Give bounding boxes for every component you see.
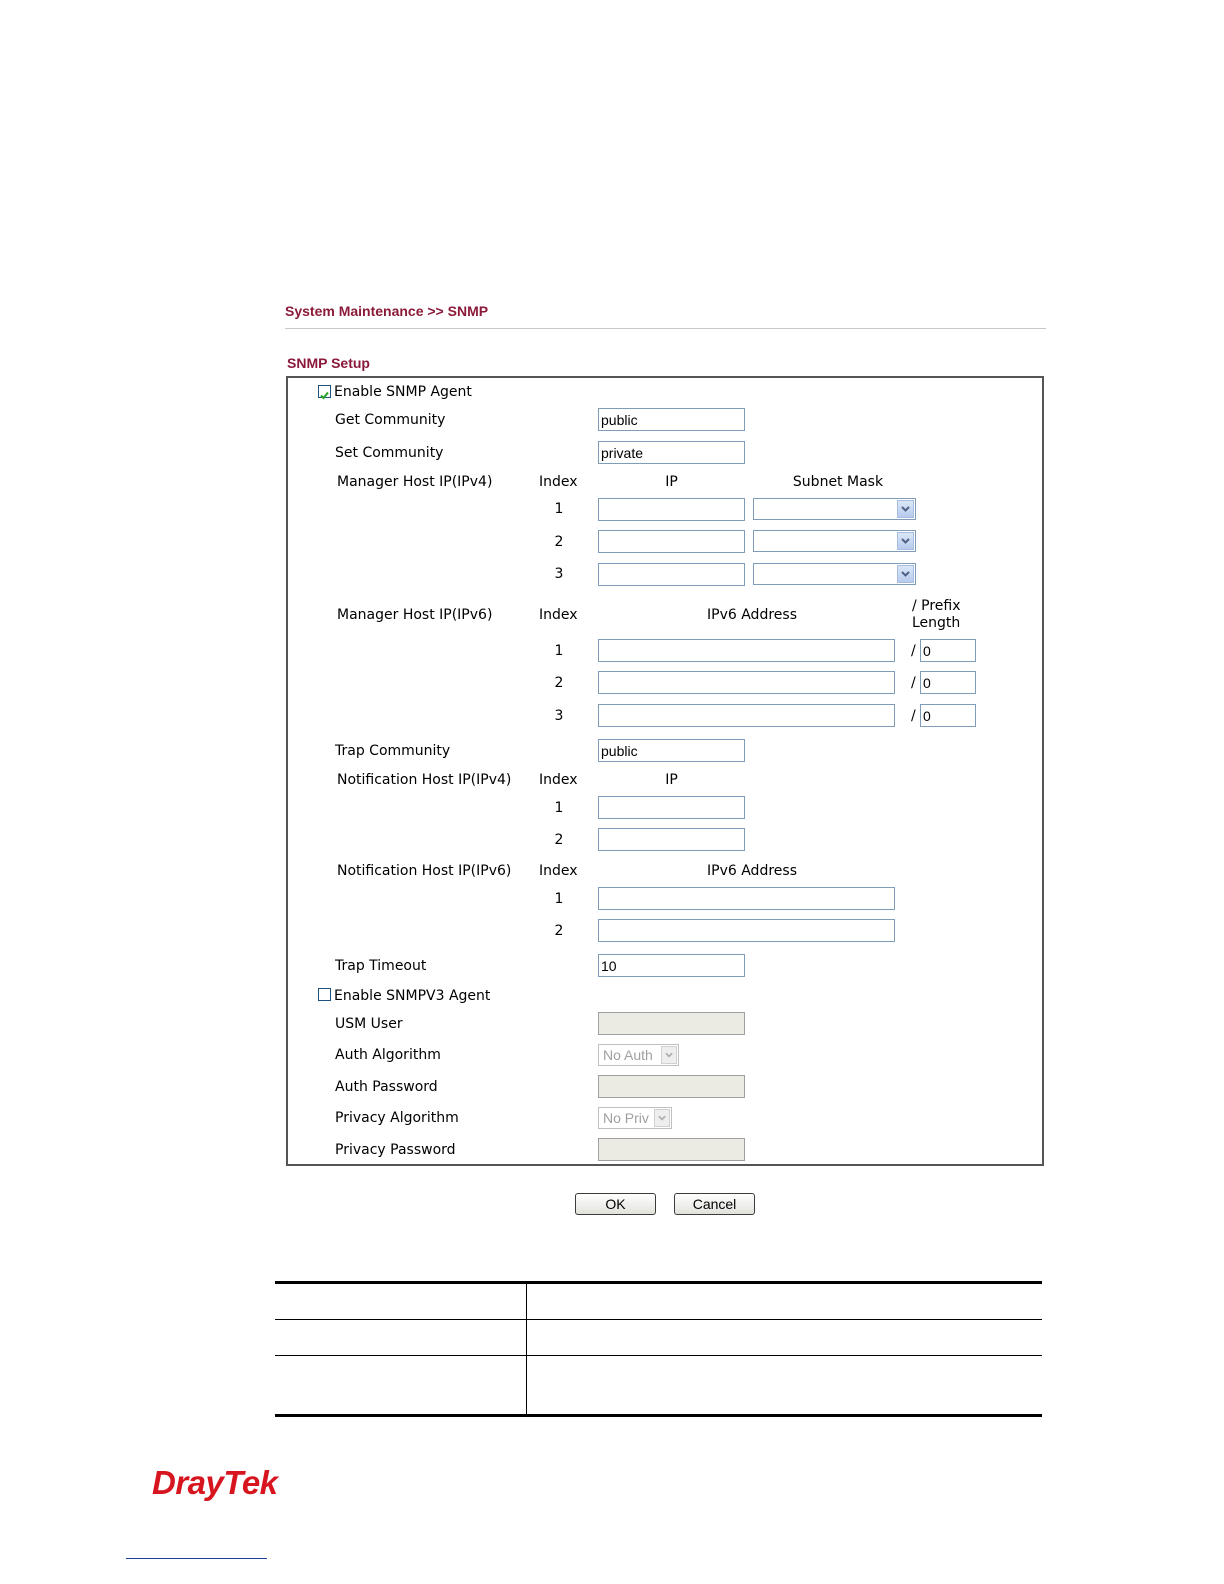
manager-ipv6-label: Manager Host IP(IPv6) [337, 607, 493, 623]
notification-ipv6-address-header: IPv6 Address [707, 863, 797, 879]
notification-ipv4-ip-header: IP [665, 772, 678, 788]
chevron-down-icon [658, 1115, 666, 1121]
chevron-down-icon [665, 1052, 673, 1058]
set-community-label: Set Community [335, 445, 444, 461]
usm-user-label: USM User [335, 1016, 403, 1032]
prefix-separator: / [911, 643, 916, 659]
enable-snmp-agent-checkbox[interactable] [318, 385, 331, 398]
notification-ipv4-ip-input-2[interactable] [598, 828, 745, 851]
table-bottom-border [275, 1414, 1042, 1417]
ok-button[interactable]: OK [575, 1193, 656, 1215]
manager-ipv4-mask-select-3[interactable] [753, 563, 916, 585]
manager-ipv6-prefix-header: / Prefix [912, 598, 961, 614]
manager-ipv4-mask-select-2[interactable] [753, 530, 916, 552]
manager-ipv4-ip-input-2[interactable] [598, 530, 745, 553]
table-column-divider [526, 1284, 527, 1415]
manager-ipv6-index-header: Index [539, 607, 578, 623]
manager-ipv6-prefix-input-1[interactable] [920, 639, 976, 662]
manager-ipv6-index: 3 [554, 708, 564, 724]
enable-snmpv3-agent-label: Enable SNMPV3 Agent [334, 988, 491, 1004]
get-community-input[interactable] [598, 408, 745, 431]
privacy-password-input[interactable] [598, 1138, 745, 1161]
trap-community-label: Trap Community [335, 743, 451, 759]
manager-ipv4-label: Manager Host IP(IPv4) [337, 474, 493, 490]
trap-community-input[interactable] [598, 739, 745, 762]
manager-ipv4-mask-select-1[interactable] [753, 498, 916, 520]
draytek-logo: DrayTek [152, 1464, 278, 1501]
trap-timeout-input[interactable] [598, 954, 745, 977]
manager-ipv4-index: 3 [554, 566, 564, 582]
breadcrumb: System Maintenance >> SNMP [285, 303, 489, 319]
chevron-down-icon [901, 538, 910, 544]
chevron-down-icon [901, 506, 910, 512]
notification-ipv6-address-input-2[interactable] [598, 919, 895, 942]
section-title: SNMP Setup [287, 355, 370, 371]
table-row-divider [275, 1355, 1042, 1356]
manager-ipv4-index: 1 [554, 501, 564, 517]
notification-ipv6-label: Notification Host IP(IPv6) [337, 863, 512, 879]
manager-ipv6-prefix-input-2[interactable] [920, 671, 976, 694]
footer-line [126, 1558, 267, 1559]
table-top-border [275, 1281, 1042, 1284]
notification-ipv4-index: 1 [554, 800, 564, 816]
privacy-password-label: Privacy Password [335, 1142, 456, 1158]
privacy-algorithm-label: Privacy Algorithm [335, 1110, 459, 1126]
check-icon [319, 390, 330, 401]
auth-algorithm-select[interactable] [598, 1044, 679, 1066]
auth-password-label: Auth Password [335, 1079, 438, 1095]
cancel-button[interactable]: Cancel [674, 1193, 755, 1215]
notification-ipv4-label: Notification Host IP(IPv4) [337, 772, 512, 788]
manager-ipv6-prefix-input-3[interactable] [920, 704, 976, 727]
privacy-algorithm-value: No Priv [603, 1110, 649, 1126]
manager-ipv6-address-input-3[interactable] [598, 704, 895, 727]
manager-ipv6-address-input-2[interactable] [598, 671, 895, 694]
table-row-divider [275, 1319, 1042, 1320]
trap-timeout-label: Trap Timeout [335, 958, 427, 974]
manager-ipv4-ip-input-3[interactable] [598, 563, 745, 586]
manager-ipv4-index: 2 [554, 534, 564, 550]
enable-snmp-agent-label: Enable SNMP Agent [334, 384, 472, 400]
prefix-separator: / [911, 708, 916, 724]
notification-ipv6-address-input-1[interactable] [598, 887, 895, 910]
manager-ipv6-index: 1 [554, 643, 564, 659]
manager-ipv6-address-input-1[interactable] [598, 639, 895, 662]
auth-password-input[interactable] [598, 1075, 745, 1098]
manager-ipv4-ip-header: IP [665, 474, 678, 490]
set-community-input[interactable] [598, 441, 745, 464]
notification-ipv6-index: 2 [554, 923, 564, 939]
notification-ipv4-ip-input-1[interactable] [598, 796, 745, 819]
manager-ipv4-ip-input-1[interactable] [598, 498, 745, 521]
prefix-separator: / [911, 675, 916, 691]
auth-algorithm-label: Auth Algorithm [335, 1047, 441, 1063]
manager-ipv6-prefix-header-length: Length [912, 615, 961, 631]
notification-ipv4-index-header: Index [539, 772, 578, 788]
usm-user-input[interactable] [598, 1012, 745, 1035]
manager-ipv6-index: 2 [554, 675, 564, 691]
manager-ipv6-address-header: IPv6 Address [707, 607, 797, 623]
notification-ipv6-index-header: Index [539, 863, 578, 879]
notification-ipv4-index: 2 [554, 832, 564, 848]
privacy-algorithm-select[interactable] [598, 1107, 672, 1129]
enable-snmpv3-agent-checkbox[interactable] [318, 988, 331, 1001]
manager-ipv4-index-header: Index [539, 474, 578, 490]
notification-ipv6-index: 1 [554, 891, 564, 907]
manager-ipv4-mask-header: Subnet Mask [792, 474, 884, 490]
get-community-label: Get Community [335, 412, 446, 428]
title-divider [285, 328, 1046, 329]
auth-algorithm-value: No Auth [603, 1047, 653, 1063]
chevron-down-icon [901, 571, 910, 577]
